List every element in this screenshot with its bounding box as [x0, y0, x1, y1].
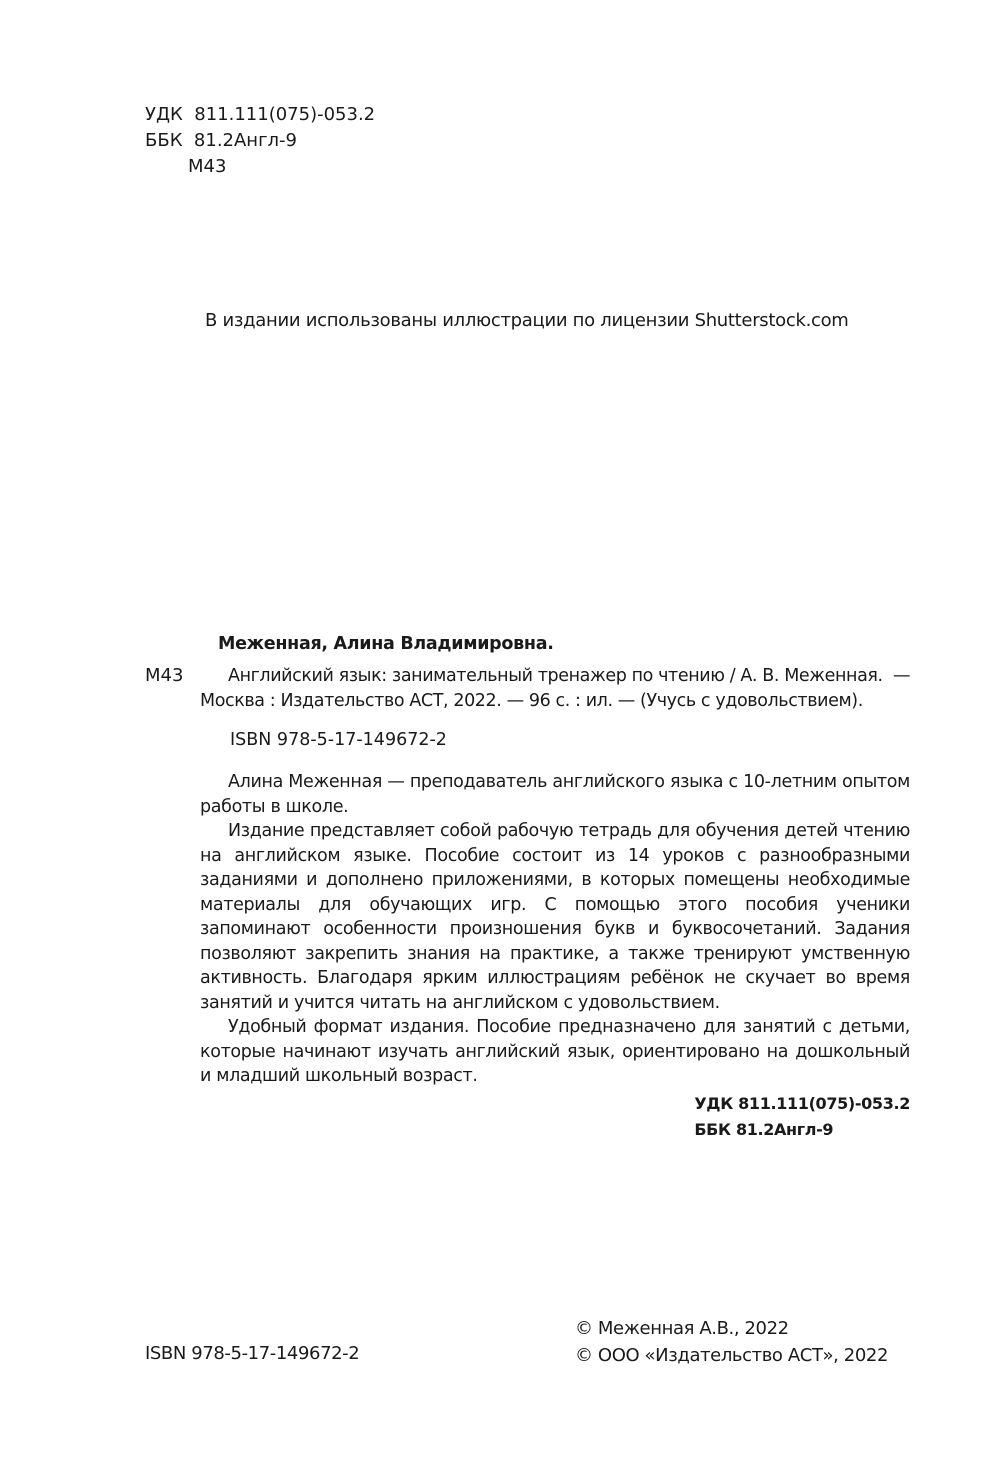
card-codes: [200, 1089, 910, 1145]
copyright-author: © Меженная А.В., 2022: [575, 1318, 789, 1339]
bbk-code: ББК 81.2Англ-9: [145, 130, 297, 151]
card-author-mark: М43: [145, 665, 184, 686]
footer-isbn: ISBN 978-5-17-149672-2: [145, 1343, 360, 1364]
card-udk: УДК 811.111(075)-053.2: [694, 1093, 910, 1113]
license-note: В издании использованы иллюстрации по лицензии Shutterstock.com: [205, 310, 849, 331]
annotation-paragraph: Издание представляет собой рабочую тетрадь для обучения детей чтению на английском языке. Пособие состоит из 14 уроков с разнообразными заданиями и дополнено приложениями, в которых помещены необходимые материалы для обучающих игр. С помощью этого пособия ученики запоминают особенности произношения букв и буквосочетаний. Задания позволяют закрепить знания на практике, а также тренируют умственную активность. Благодаря ярким иллюстрациям ребёнок не скучает во время занятий и учится читать на английском с удовольствием.: [200, 821, 910, 1013]
copyright-publisher: © ООО «Издательство АСТ», 2022: [575, 1345, 889, 1366]
author-mark: М43: [188, 156, 227, 177]
card-title-line: Английский язык: занимательный тренажер по чтению / А. В. Меженная. —: [228, 666, 911, 686]
annotation: [200, 770, 910, 1145]
classification-codes-header: [145, 102, 375, 180]
card-author: Меженная, Алина Владимировна.: [218, 634, 554, 654]
annotation-paragraph: Удобный формат издания. Пособие предназначено для занятий с детьми, которые начинают изучать английский язык, ориентировано на дошкольный и младший школьный возраст.: [200, 1017, 910, 1086]
card-isbn: ISBN 978-5-17-149672-2: [230, 730, 447, 750]
annotation-paragraph: Алина Меженная — преподаватель английского языка с 10-летним опытом работы в школе.: [200, 772, 910, 817]
card-bbk: ББК 81.2Англ-9: [694, 1119, 834, 1139]
udk-code: УДК 811.111(075)-053.2: [145, 104, 376, 125]
copyright-block: [575, 1315, 888, 1369]
card-codes-block: [694, 1091, 910, 1143]
card-publication-line: Москва : Издательство АСТ, 2022. — 96 с. : ил. — (Учусь с удовольствием).: [200, 691, 863, 711]
